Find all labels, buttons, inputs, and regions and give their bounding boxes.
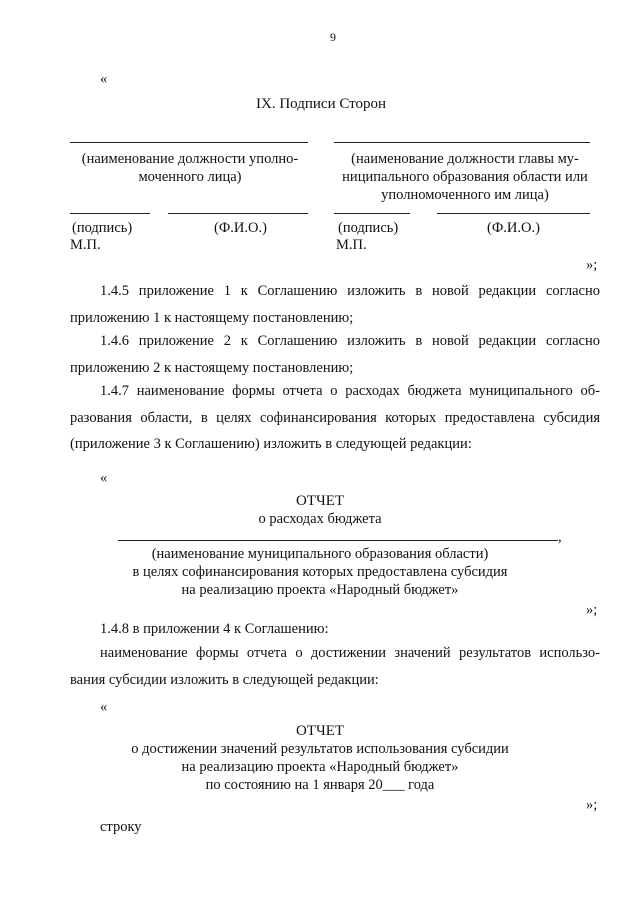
left-signature-label: (подпись): [72, 220, 133, 236]
right-signature-label: (подпись): [338, 220, 399, 236]
report2-line2: на реализацию проекта «Народный бюджет»: [181, 759, 459, 775]
open-quote-1: «: [100, 71, 108, 87]
close-quote-3: »;: [586, 797, 598, 813]
right-fio-line: [437, 213, 590, 214]
left-position-line: [70, 142, 308, 143]
section-title: IX. Подписи Сторон: [256, 96, 387, 112]
left-fio-line: [168, 213, 308, 214]
left-fio-label: (Ф.И.О.): [214, 220, 267, 236]
report1-title: ОТЧЕТ: [295, 493, 345, 509]
item-1-4-8: 1.4.8 в приложении 4 к Соглашению:: [100, 621, 329, 637]
close-quote-1: »;: [586, 257, 598, 273]
report2-line1: о достижении значений результатов использования субсидии: [131, 741, 509, 757]
item-1-4-6-text: 1.4.6 приложение 2 к Соглашению изложить в новой редакции согласно приложению 2 к настоящему постановлению;: [70, 333, 600, 376]
item-1-4-7: [70, 378, 600, 458]
report2-title: ОТЧЕТ: [295, 723, 345, 739]
last-word: строку: [100, 819, 142, 835]
report1-line2: в целях софинансирования которых предоставлена субсидия: [132, 564, 508, 580]
item-1-4-7-text: 1.4.7 наименование формы отчета о расходах бюджета муниципального об-разования области, в целях софинансирования которых предоставлена субсидия (приложение 3 к Соглашению) изложить в следующей редакции:: [70, 383, 600, 452]
open-quote-2: «: [100, 470, 108, 486]
page-number: 9: [330, 30, 336, 44]
right-position-line: [334, 142, 590, 143]
right-fio-label: (Ф.И.О.): [487, 220, 540, 236]
item-1-4-5-text: 1.4.5 приложение 1 к Соглашению изложить в новой редакции согласно приложению 1 к настоящему постановлению;: [70, 283, 600, 326]
report1-name-line: [118, 540, 558, 541]
report2-line3: по состоянию на 1 января 20___ года: [205, 777, 435, 793]
right-signature-line: [334, 213, 410, 214]
report1-line3: на реализацию проекта «Народный бюджет»: [181, 582, 459, 598]
right-mp-label: М.П.: [336, 237, 367, 253]
left-position-caption: (наименование должности уполно-моченного лица): [81, 151, 299, 185]
report1-comma: ,: [558, 529, 562, 545]
item-1-4-5: [70, 278, 600, 331]
item-1-4-8-text: наименование формы отчета о достижении значений результатов использо-вания субсидии изложить в следующей редакции:: [70, 645, 600, 688]
left-signature-line: [70, 213, 150, 214]
item-1-4-8-body: [70, 640, 600, 693]
left-mp-label: М.П.: [70, 237, 101, 253]
report1-line1: о расходах бюджета: [258, 511, 382, 527]
close-quote-2: »;: [586, 602, 598, 618]
report1-caption: (наименование муниципального образования области): [151, 546, 489, 562]
open-quote-3: «: [100, 699, 108, 715]
right-position-caption: (наименование должности главы му-ниципального образования области или уполномоченного им лица): [342, 151, 588, 203]
item-1-4-6: [70, 328, 600, 381]
